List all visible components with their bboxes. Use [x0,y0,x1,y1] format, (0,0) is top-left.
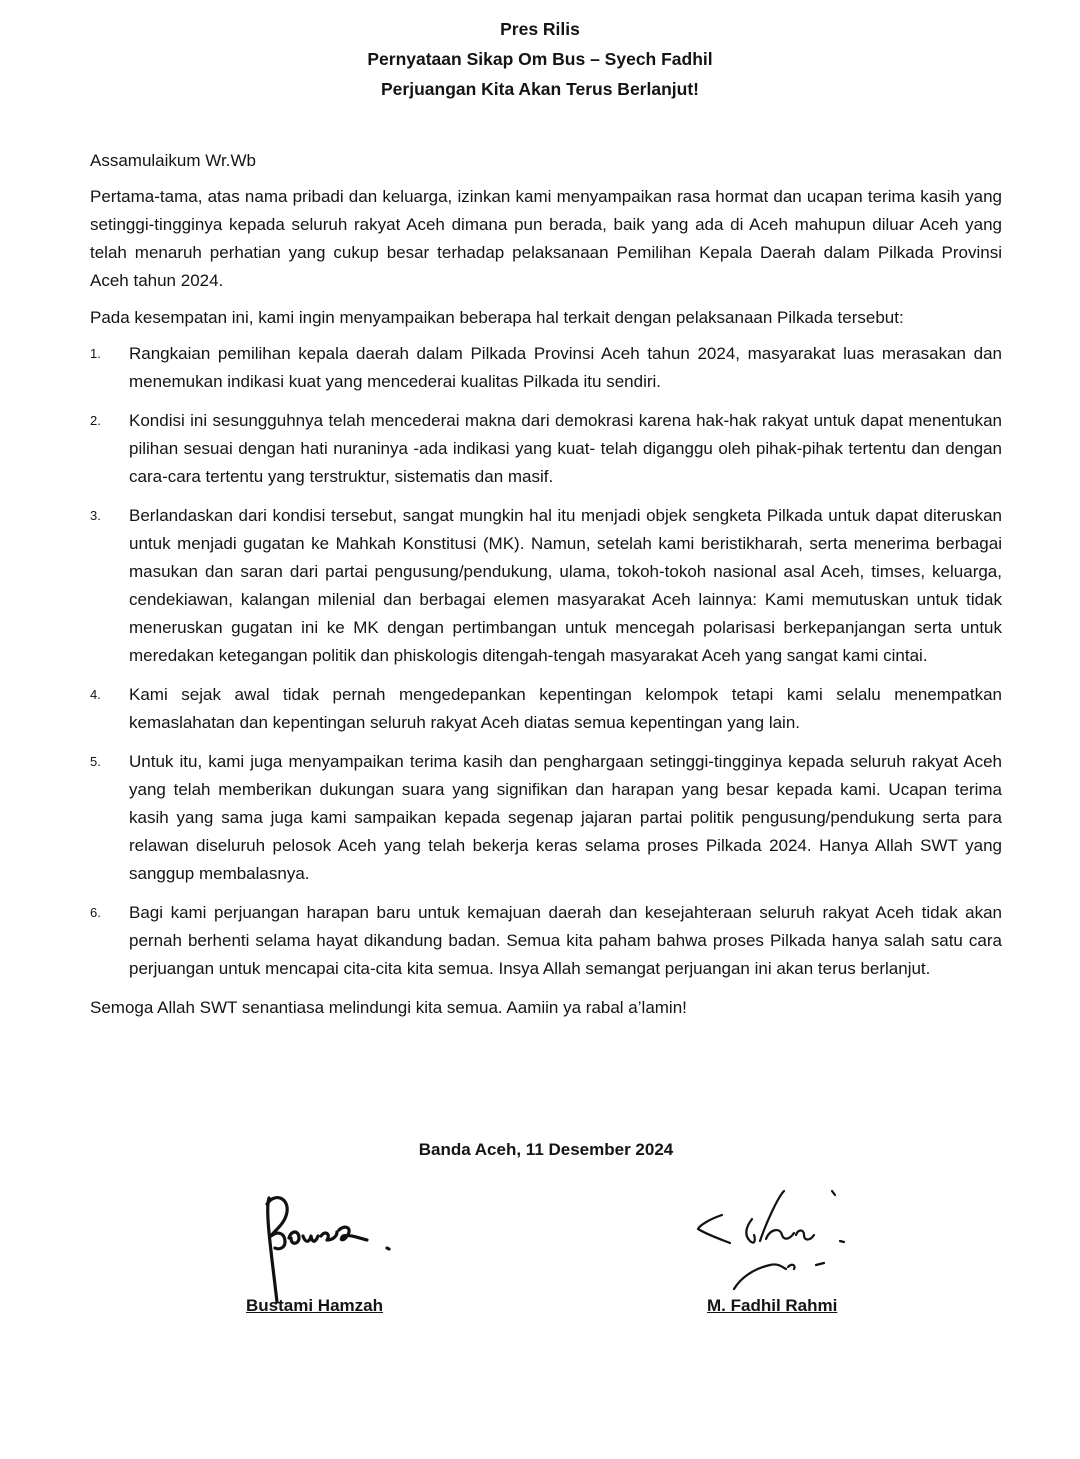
list-item-number: 5. [90,754,101,769]
header-tagline: Perjuangan Kita Akan Terus Berlanjut! [381,79,699,99]
list-item-text: Kami sejak awal tidak pernah mengedepankan kepentingan kelompok tetapi kami selalu menempatkan kemaslahatan dan kepentingan seluruh rakyat Aceh diatas semua kepentingan yang lain. [129,685,1002,732]
header-title: Pres Rilis [500,19,580,39]
signatory-right-name: M. Fadhil Rahmi [707,1296,838,1315]
closing-prayer: Semoga Allah SWT senantiasa melindungi kita semua. Aamiin ya rabal a’lamin! [90,998,687,1017]
numbered-points [90,340,1002,983]
list-item [90,502,1002,670]
list-item [90,681,1002,737]
list-item-text: Untuk itu, kami juga menyampaikan terima kasih dan penghargaan setinggi-tingginya kepada seluruh rakyat Aceh yang telah memberikan dukungan suara yang signifikan dan harapan yang besar kepada kami. Ucapan terima kasih yang sama juga kami sampaikan kepada segenap jajaran partai politik pengusung/pendukung serta para relawan diseluruh pelosok Aceh yang telah bekerja keras selama proses Pilkada 2024. Hanya Allah SWT yang sanggup membalasnya. [129,752,1002,883]
greeting: Assamulaikum Wr.Wb [90,151,256,170]
intro-sentence: Pada kesempatan ini, kami ingin menyampaikan beberapa hal terkait dengan pelaksanaan Pilkada tersebut: [90,308,904,327]
list-item-number: 2. [90,413,101,428]
list-item-number: 4. [90,687,101,702]
list-item [90,748,1002,888]
list-item-text: Kondisi ini sesungguhnya telah mencederai makna dari demokrasi karena hak-hak rakyat untuk dapat menentukan pilihan sesuai dengan hati nuraninya -ada indikasi yang kuat- telah diganggu oleh pihak-pihak tertentu dan dengan cara-cara tertentu yang terstruktur, sistematis dan masif. [129,411,1002,486]
list-item [90,407,1002,491]
list-item-number: 6. [90,905,101,920]
opening-paragraph: Pertama-tama, atas nama pribadi dan keluarga, izinkan kami menyampaikan rasa hormat dan ucapan terima kasih yang setinggi-tingginya kepada seluruh rakyat Aceh dimana pun berada, baik yang ada di Aceh mahupun diluar Aceh yang telah menaruh perhatian yang cukup besar terhadap pelaksanaan Pemilihan Kepala Daerah dalam Pilkada Provinsi Aceh tahun 2024. [90,187,1002,290]
list-item [90,899,1002,983]
place-date: Banda Aceh, 11 Desember 2024 [418,1140,674,1159]
signature-bustami [255,1190,405,1310]
list-item-text: Rangkaian pemilihan kepala daerah dalam Pilkada Provinsi Aceh tahun 2024, masyarakat luas merasakan dan menemukan indikasi kuat yang mencederai kualitas Pilkada itu sendiri. [129,344,1002,391]
list-item [90,340,1002,396]
signatory-left-name: Bustami Hamzah [246,1296,383,1315]
document-header [0,14,1080,104]
list-item-number: 3. [90,508,101,523]
list-item-text: Berlandaskan dari kondisi tersebut, sangat mungkin hal itu menjadi objek sengketa Pilkada untuk dapat diteruskan untuk menjadi gugatan ke Mahkah Konstitusi (MK). Namun, setelah kami beristikharah, serta menerima berbagai masukan dan saran dari partai pengusung/pendukung, ulama, tokoh-tokoh nasional asal Aceh, timses, keluarga, cendekiawan, kalangan milenial dan berbagai elemen masyarakat Aceh lainnya: Kami memutuskan untuk tidak meneruskan gugatan ini ke MK dengan pertimbangan untuk mencegah polarisasi berkepanjangan serta untuk meredakan ketegangan politik dan phiskologis ditengah-tengah masyarakat Aceh yang sangat kami cintai. [129,506,1002,665]
list-item-text: Bagi kami perjuangan harapan baru untuk kemajuan daerah dan kesejahteraan seluruh rakyat Aceh tidak akan pernah berhenti selama hayat dikandung badan. Semua kita paham bahwa proses Pilkada hanya salah satu cara perjuangan untuk mencapai cita-cita kita semua. Insya Allah semangat perjuangan ini akan terus berlanjut. [129,903,1002,978]
list-item-number: 1. [90,346,101,361]
signature-fadhil [690,1183,860,1303]
letter-body [90,147,1002,1022]
header-subtitle: Pernyataan Sikap Om Bus – Syech Fadhil [367,49,713,69]
